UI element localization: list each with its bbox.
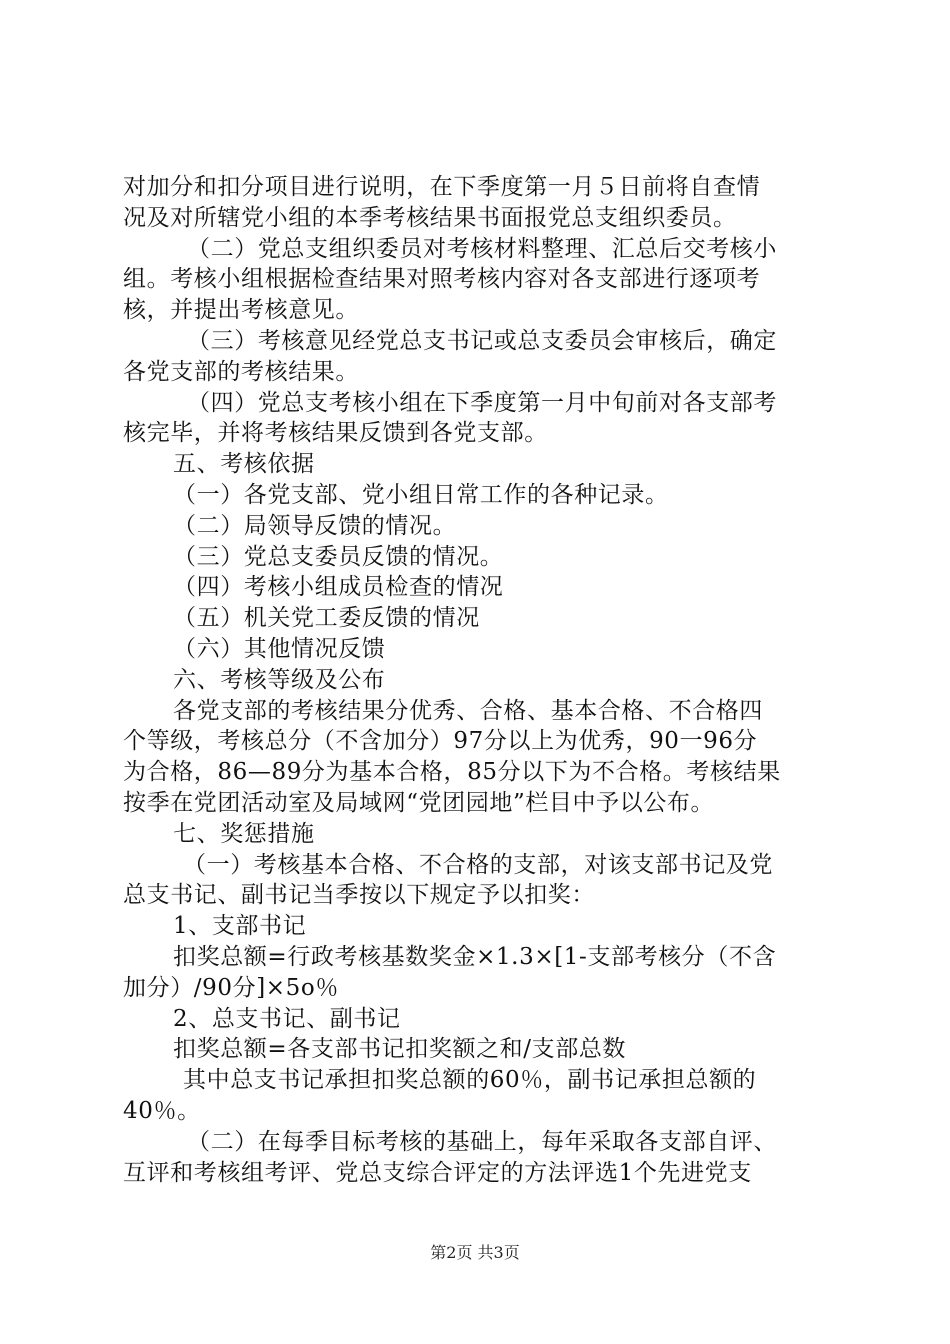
text-line: 1、支部书记: [173, 913, 307, 940]
text-line: 各党支部的考核结果分优秀、合格、基本合格、不合格四: [173, 697, 763, 724]
text-line: （三）党总支委员反馈的情况。: [173, 543, 504, 570]
text-line: 其中总支书记承担扣奖总额的60％，副书记承担总额的: [183, 1067, 757, 1094]
text-line: 按季在党团活动室及局域网“党团园地”栏目中予以公布。: [123, 789, 715, 816]
page-footer: [0, 1243, 950, 1263]
text-line: （一）各党支部、党小组日常工作的各种记录。: [173, 481, 669, 508]
text-line: 互评和考核组考评、党总支综合评定的方法评选1个先进党支: [123, 1159, 752, 1186]
text-line: （六）其他情况反馈: [173, 635, 386, 662]
text-line: （四）党总支考核小组在下季度第一月中旬前对各支部考: [187, 389, 777, 416]
section-heading: 七、奖惩措施: [173, 820, 315, 847]
text-line: （二）在每季目标考核的基础上，每年采取各支部自评、: [187, 1128, 777, 1155]
text-line: 40％。: [123, 1097, 201, 1124]
text-line: （四）考核小组成员检查的情况: [173, 574, 504, 601]
text-line: 总支书记、副书记当季按以下规定予以扣奖：: [123, 882, 595, 909]
formula-line: 扣奖总额=行政考核基数奖金×1.3×[1-支部考核分（不含: [173, 943, 777, 970]
page-number-label: 第2页 共3页: [430, 1243, 520, 1262]
text-line: 各党支部的考核结果。: [123, 358, 359, 385]
text-line: 为合格，86—89分为基本合格，85分以下为不合格。考核结果: [123, 759, 781, 786]
text-line: 核，并提出考核意见。: [123, 297, 359, 324]
text-line: 2、总支书记、副书记: [173, 1005, 401, 1032]
text-line: （一）考核基本合格、不合格的支部，对该支部书记及党: [183, 851, 773, 878]
text-line: 组。考核小组根据检查结果对照考核内容对各支部进行逐项考: [123, 266, 761, 293]
formula-line: 加分）/90分]×5o％: [123, 974, 339, 1001]
section-heading: 六、考核等级及公布: [173, 666, 386, 693]
text-line: （二）局领导反馈的情况。: [173, 512, 457, 539]
text-line: 况及对所辖党小组的本季考核结果书面报党总支组织委员。: [123, 204, 737, 231]
text-line: 对加分和扣分项目进行说明，在下季度第一月５日前将自查情: [123, 174, 761, 200]
text-line: （三）考核意见经党总支书记或总支委员会审核后，确定: [187, 327, 777, 354]
text-line: （五）机关党工委反馈的情况: [173, 605, 480, 632]
formula-line: 扣奖总额=各支部书记扣奖额之和/支部总数: [173, 1036, 627, 1063]
text-line: 个等级，考核总分（不含加分）97分以上为优秀，90一96分: [123, 728, 758, 755]
document-body: [123, 172, 835, 1188]
text-line: （二）党总支组织委员对考核材料整理、汇总后交考核小: [187, 235, 777, 262]
text-line: 核完毕，并将考核结果反馈到各党支部。: [123, 420, 548, 447]
section-heading: 五、考核依据: [173, 451, 315, 478]
